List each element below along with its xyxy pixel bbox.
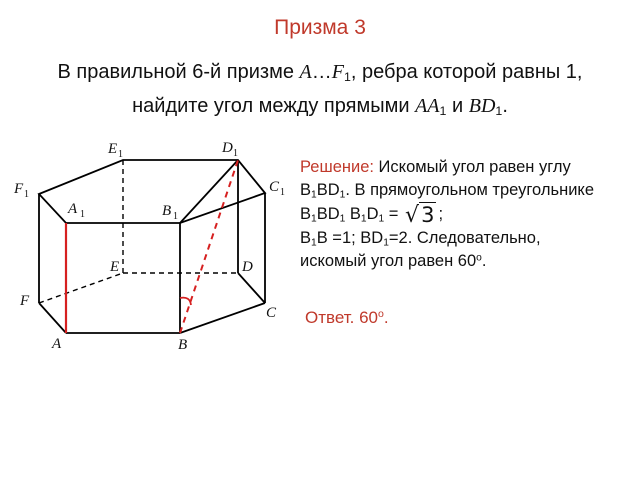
answer-label: Ответ. 60	[305, 308, 378, 327]
b1b-b2: B	[316, 229, 328, 247]
sym-b: B	[300, 181, 312, 199]
vertex-a: A	[299, 61, 312, 83]
label-d: D	[242, 259, 253, 275]
label-a1-sub: 1	[80, 209, 85, 220]
label-b1: B	[162, 203, 172, 219]
edge-c-d	[238, 273, 265, 303]
subscript: 1	[343, 70, 351, 85]
line-bd1: BD	[468, 95, 496, 117]
ellipsis: …	[311, 61, 332, 83]
solution-text-2: . В прямоугольном треугольнике	[345, 181, 595, 199]
subscript: 1	[360, 213, 367, 225]
label-b: B	[178, 337, 188, 353]
subscript: 1	[311, 213, 317, 225]
solution-label: Решение:	[300, 158, 374, 176]
label-d1: D	[222, 140, 233, 156]
solution-text	[300, 156, 600, 273]
slide-title: Призма 3	[274, 16, 366, 39]
tri-b: B	[300, 205, 312, 223]
problem-statement	[30, 55, 610, 123]
prism-figure	[0, 130, 300, 360]
vertex-f: F	[331, 61, 344, 83]
period: .	[502, 95, 508, 117]
bd1-bd: BD	[360, 229, 384, 247]
label-c: C	[266, 305, 277, 321]
degree-mark: о	[476, 252, 482, 264]
label-b1-sub: 1	[173, 211, 178, 222]
angle-arc	[180, 298, 191, 305]
label-f1-sub: 1	[24, 189, 29, 200]
label-f: F	[20, 293, 30, 309]
edge-f-e	[39, 273, 123, 303]
label-d1-sub: 1	[233, 148, 238, 159]
period: .	[383, 308, 389, 327]
conjunction: и	[446, 95, 469, 117]
equals-one: =1;	[327, 229, 361, 247]
solution-text-3: =2. Следовательно, искомый угол равен 60	[300, 229, 541, 270]
line-aa1: AA	[415, 95, 440, 117]
problem-text-1: В правильной 6-й призме	[57, 61, 300, 83]
visible-edges	[39, 160, 265, 333]
sqrt-icon: √	[405, 203, 420, 228]
label-a1: A	[68, 201, 78, 217]
subscript: 1	[378, 213, 385, 225]
sqrt-three	[405, 202, 436, 227]
subscript: 1	[339, 213, 346, 225]
semicolon: ;	[438, 205, 444, 223]
tri-bd: BD	[316, 205, 340, 223]
label-c1: C	[269, 179, 280, 195]
label-f1: F	[14, 181, 24, 197]
b1b-b: B	[300, 229, 312, 247]
degree-mark: о	[378, 308, 384, 321]
subscript: 1	[439, 104, 447, 119]
answer	[305, 308, 389, 328]
edge-b-c	[180, 303, 265, 333]
problem-text-2: , ребра которой равны 1, найдите угол между прямыми	[132, 61, 583, 117]
b1d1-b: B	[349, 205, 361, 223]
subscript: 1	[383, 237, 389, 249]
label-e: E	[110, 259, 120, 275]
label-e1-sub: 1	[118, 149, 123, 160]
subscript: 1	[495, 104, 503, 119]
subscript: 1	[311, 237, 317, 249]
label-a: A	[52, 336, 62, 352]
label-e1: E	[108, 141, 118, 157]
sym-bd: BD	[316, 181, 340, 199]
b1d1-d: D	[366, 205, 379, 223]
subscript: 1	[339, 189, 346, 201]
solution-text-1: Искомый угол равен углу	[373, 158, 571, 176]
period: .	[481, 252, 487, 270]
equals: =	[384, 205, 404, 223]
edge-f-a	[39, 303, 66, 333]
subscript: 1	[311, 189, 317, 201]
label-c1-sub: 1	[280, 187, 285, 198]
sqrt-radicand: 3	[421, 203, 435, 227]
diagonal-b-d1-highlight	[180, 160, 238, 333]
